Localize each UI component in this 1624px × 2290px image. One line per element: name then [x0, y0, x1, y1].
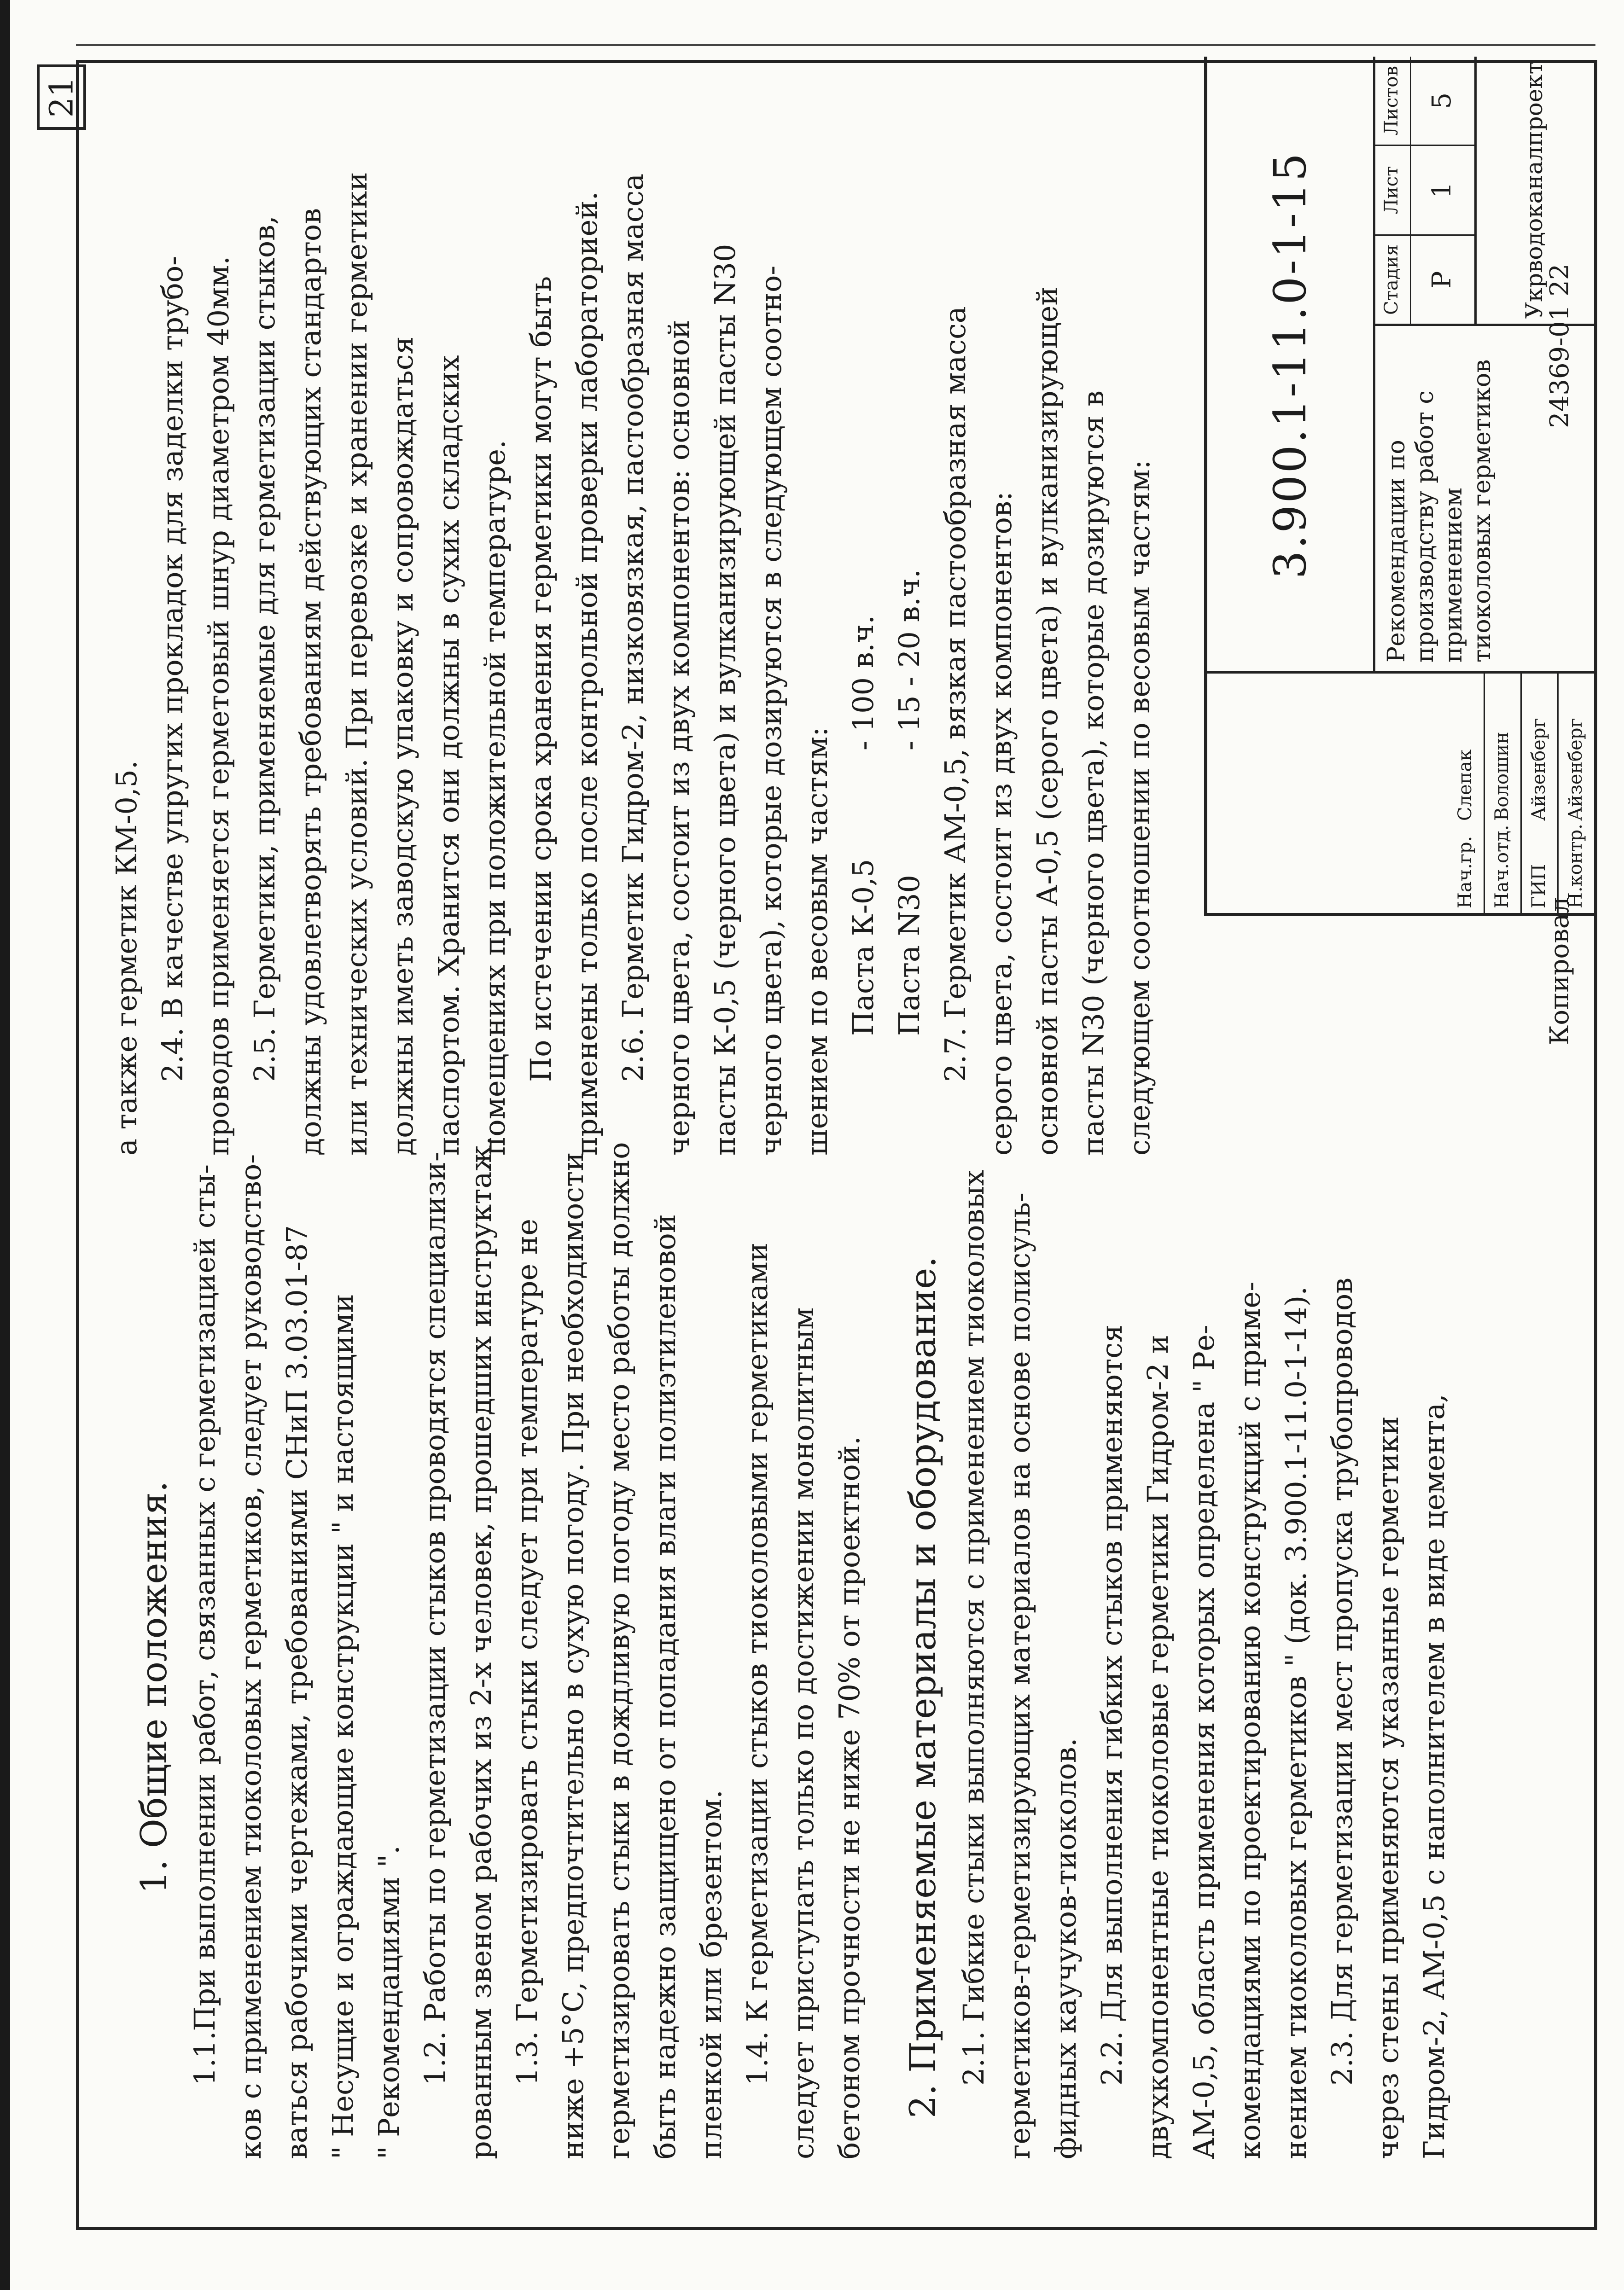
signature-row [1520, 674, 1559, 913]
signature-name: Волошин [1491, 732, 1513, 821]
para-line: серого цвета, состоит из двух компонентов: [984, 491, 1018, 1156]
title-block-signatures [1207, 671, 1594, 913]
para-line: следует приступать только по достижении монолитным [786, 1307, 820, 2159]
para-line: бетоном прочности не ниже 70% от проектной. [832, 1436, 866, 2159]
para-line: 1.2. Работы по герметизации стыков проводятся специализи- [418, 1152, 452, 2086]
signature-name: Айзенберг [1565, 718, 1586, 821]
para-line: а также герметик КМ-0,5. [110, 760, 143, 1156]
para-line: герметиков-герметизирующих материалов на основе полисуль- [1003, 1192, 1036, 2159]
para-line: ваться рабочими чертежами, требованиями СНиП 3.03.01-87 [280, 1225, 314, 2159]
document-description: Рекомендации по производству работ с применением тиоколовых герметиков [1373, 324, 1594, 674]
para-line: " Рекомендациями ". [372, 1845, 406, 2159]
para-line: 1.3. Герметизировать стыки следует при температуре не [510, 1219, 544, 2086]
para-line: проводов применяется герметовый шнур диаметром 40мм. [202, 256, 235, 1156]
text-column-left [104, 1136, 1457, 2159]
sheets-header: Листов [1381, 66, 1402, 136]
para-line: 1.1.При выполнении работ, связанных с герметизацией сты- [188, 1164, 221, 2086]
para-line: По истечении срока хранения герметики могут быть [524, 276, 558, 1082]
mix-component: Паста N30 [892, 875, 926, 1036]
para-line: черного цвета), которые дозируются в следующем соотно- [754, 265, 788, 1156]
stage-value: Р [1410, 234, 1474, 324]
para-line: основной пасты А-0,5 (серого цвета) и вулканизирующей [1030, 286, 1064, 1156]
para-line: АМ-0,5, область применения которых определена " Ре- [1187, 1325, 1221, 2159]
para-line: должны иметь заводскую упаковку и сопровождаться [386, 336, 419, 1156]
para-line: комендациями по проектированию конструкций с приме- [1233, 1281, 1267, 2159]
signature-row [1484, 674, 1522, 913]
para-line: фидных каучуков-тиоколов. [1049, 1738, 1083, 2159]
para-line: 2.1. Гибкие стыки выполняются с применением тиоколовых [957, 1170, 990, 2086]
para-line: 1.4. К герметизации стыков тиоколовыми герметиками [740, 1242, 774, 2086]
signature-role: Нач.гр. [1455, 836, 1476, 908]
section-heading-2: 2. Применяемые материалы и оборудование. [902, 1256, 944, 2119]
para-line: быть надежно защищено от попадания влаги полиэтиленовой [648, 1214, 682, 2159]
archive-number: 24369-01 22 [1545, 263, 1575, 428]
para-line: применены только после контрольной проверки лабораторией. [570, 191, 604, 1156]
mix-row [886, 97, 932, 1156]
section-heading-1: 1. Общие положения. [134, 1481, 175, 1894]
para-line: 2.6. Герметик Гидром-2, низковязкая, пастообразная масса [616, 173, 650, 1082]
signature-role: Н.контр. [1565, 824, 1586, 908]
signature-row [1447, 674, 1485, 913]
mix-amount: - 100 в.ч. [846, 615, 880, 750]
para-line: 2.2. Для выполнения гибких стыков применяются [1095, 1324, 1129, 2086]
stage-table [1373, 57, 1477, 324]
signature-name: Айзенберг [1528, 718, 1549, 821]
para-line: " Несущие и ограждающие конструкции " и настоящими [326, 1294, 360, 2159]
mix-amount: - 15 - 20 в.ч. [892, 569, 926, 750]
stage-header: Стадия [1373, 234, 1410, 324]
page-number: 21 [42, 76, 81, 118]
mix-component: Паста К-0,5 [846, 859, 880, 1036]
para-line: 2.5. Герметики, применяемые для герметизации стыков, [248, 215, 281, 1082]
para-line: черного цвета, состоит из двух компонентов: основной [662, 320, 696, 1156]
para-line: нением тиоколовых герметиков " (док. 3.900.1-11.0-1-14). [1279, 1286, 1313, 2159]
para-line: пасты К-0,5 (черного цвета) и вулканизирующей пасты N30 [708, 244, 742, 1156]
signature-name: Слепак [1455, 749, 1476, 821]
para-line: ков с применением тиоколовых герметиков, следует руководство- [234, 1154, 268, 2159]
para-line: ниже +5°С, предпочтительно в сухую погоду. При необходимости [556, 1152, 590, 2159]
document-code: 3.900.1-11.0-1-15 [1207, 57, 1375, 674]
text-column-right [104, 97, 1163, 1156]
mix-row [840, 97, 886, 1156]
para-line: паспортом. Хранится они должны в сухих складских [432, 355, 466, 1156]
para-line: или технических условий. При перевозке и хранении герметики [340, 172, 373, 1156]
para-line: рованным звеном рабочих из 2-х человек, прошедших инструктаж. [464, 1136, 498, 2159]
sheet-header: Лист [1373, 145, 1410, 234]
signature-role: ГИП [1528, 864, 1549, 908]
para-line: 2.7. Герметик АМ-0,5, вязкая пастообразная масса [938, 306, 972, 1082]
sheet-value: 1 [1410, 145, 1474, 234]
signature-row [1557, 674, 1594, 913]
para-line: следующем соотношении по весовым частям: [1123, 459, 1156, 1156]
para-line: через стены применяются указанные герметики [1371, 1416, 1405, 2159]
organization-name: Укрводоканалпроект [1521, 61, 1548, 319]
para-line: пасты N30 (черного цвета), которые дозируются в [1077, 390, 1110, 1156]
top-rule [76, 44, 1595, 46]
sheets-value: 5 [1427, 92, 1457, 109]
para-line: пленкой или брезентом. [694, 1790, 728, 2159]
para-line: должны удовлетворять требованиям действующих стандартов [294, 208, 327, 1156]
para-line: герметизировать стыки в дождливую погоду место работы должно [602, 1142, 636, 2159]
rotated-sheet [76, 60, 1591, 2224]
signature-role: Нач.отд. [1491, 825, 1513, 908]
scan-edge-bar [0, 0, 10, 2290]
para-line: шением по весовым частям: [800, 727, 834, 1156]
title-block [1204, 57, 1594, 916]
para-line: 2.3. Для герметизации мест пропуска трубопроводов [1325, 1277, 1359, 2086]
para-line: Гидром-2, АМ-0,5 с наполнителем в виде цемента, [1417, 1394, 1451, 2159]
para-line: 2.4. В качестве упругих прокладок для заделки трубо- [156, 256, 189, 1082]
copied-by-label: Копировал [1545, 897, 1575, 1045]
para-line: помещениях при положительной температуре. [478, 440, 512, 1156]
para-line: двухкомпонентные тиоколовые герметики Гидром-2 и [1141, 1335, 1175, 2159]
